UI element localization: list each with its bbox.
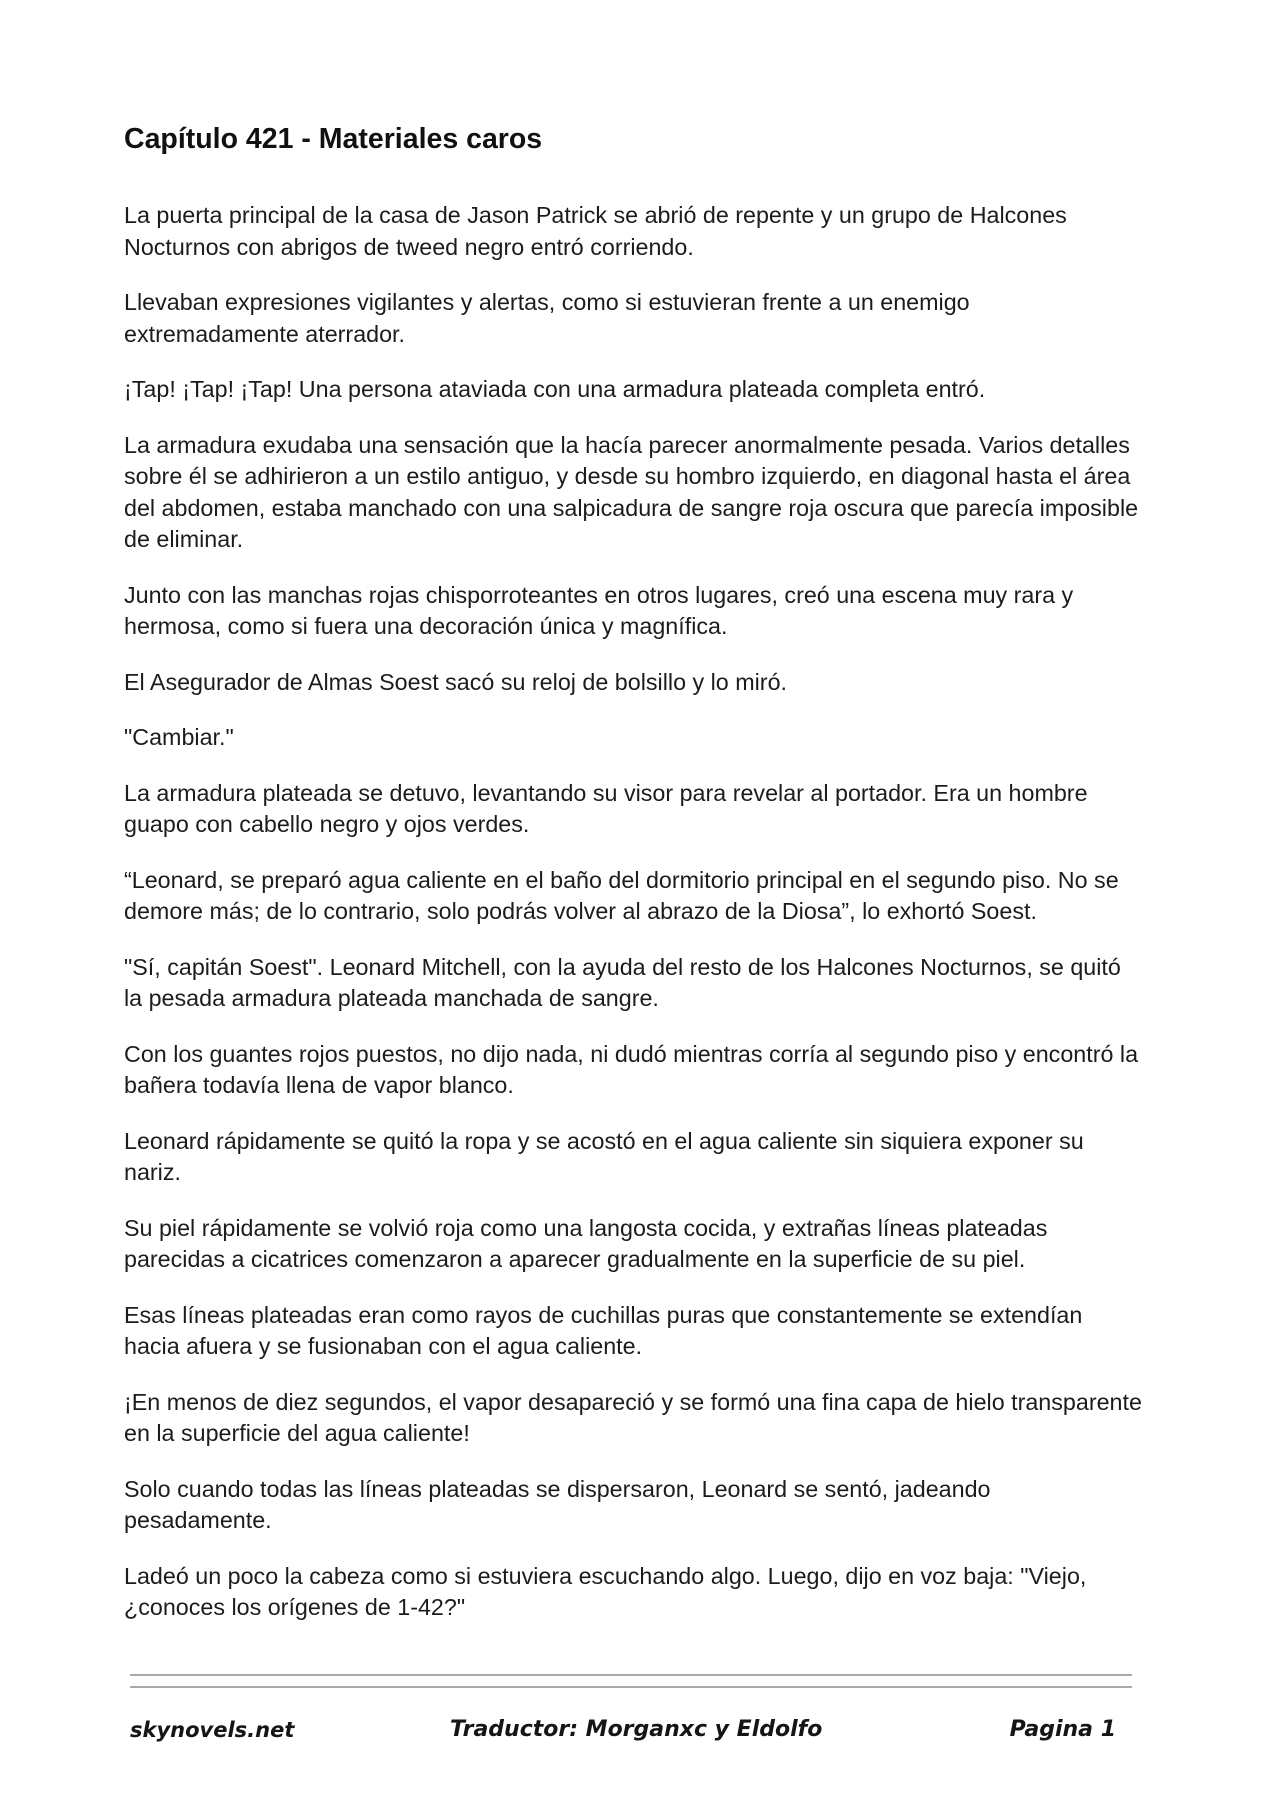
paragraph: Solo cuando todas las líneas plateadas se dispersaron, Leonard se sentó, jadeando pesadamente. <box>124 1475 991 1533</box>
chapter-title: Capítulo 421 - Materiales caros <box>124 123 543 155</box>
paragraph: “Leonard, se preparó agua caliente en el baño del dormitorio principal en el segundo piso. No se demore más; de lo contrario, solo podrás volver al abrazo de la Diosa”, lo exhortó Soest. <box>124 866 1119 924</box>
page-footer <box>130 1713 1132 1747</box>
footer-site: skynovels.net <box>130 1718 295 1742</box>
paragraph: La puerta principal de la casa de Jason Patrick se abrió de repente y un grupo de Halcones Nocturnos con abrigos de tweed negro entró corriendo. <box>124 202 1067 260</box>
paragraph: Ladeó un poco la cabeza como si estuviera escuchando algo. Luego, dijo en voz baja: "Viejo, ¿conoces los orígenes de 1-42?" <box>124 1562 1087 1620</box>
paragraph: Leonard rápidamente se quitó la ropa y se acostó en el agua caliente sin siquiera exponer su nariz. <box>124 1127 1084 1185</box>
footer-page-number: Pagina 1 <box>1009 1717 1116 1742</box>
paragraph: Junto con las manchas rojas chisporroteantes en otros lugares, creó una escena muy rara y hermosa, como si fuera una decoración única y magnífica. <box>124 581 1074 639</box>
paragraph: "Sí, capitán Soest". Leonard Mitchell, con la ayuda del resto de los Halcones Nocturnos, se quitó la pesada armadura plateada manchada de sangre. <box>124 953 1121 1011</box>
paragraph: La armadura exudaba una sensación que la hacía parecer anormalmente pesada. Varios detalles sobre él se adhirieron a un estilo antiguo, y desde su hombro izquierdo, en diagonal hasta el área del abdomen, estaba manchado con una salpicadura de sangre roja oscura que parecía imposible de eliminar. <box>124 431 1139 552</box>
paragraph: "Cambiar." <box>124 724 234 750</box>
footer-divider-bottom <box>130 1686 1132 1688</box>
paragraph: Llevaban expresiones vigilantes y alertas, como si estuvieran frente a un enemigo extremadamente aterrador. <box>124 289 970 347</box>
footer-translator: Traductor: Morganxc y Eldolfo <box>450 1717 823 1742</box>
paragraph: ¡En menos de diez segundos, el vapor desapareció y se formó una fina capa de hielo transparente en la superficie del agua caliente! <box>124 1388 1142 1446</box>
document-body <box>124 118 1144 1648</box>
footer-divider-top <box>130 1674 1132 1676</box>
paragraph: Su piel rápidamente se volvió roja como una langosta cocida, y extrañas líneas plateadas parecidas a cicatrices comenzaron a aparecer gradualmente en la superficie de su piel. <box>124 1214 1048 1272</box>
paragraph: La armadura plateada se detuvo, levantando su visor para revelar al portador. Era un hombre guapo con cabello negro y ojos verdes. <box>124 779 1088 837</box>
paragraph: Esas líneas plateadas eran como rayos de cuchillas puras que constantemente se extendían hacia afuera y se fusionaban con el agua caliente. <box>124 1301 1083 1359</box>
paragraph: Con los guantes rojos puestos, no dijo nada, ni dudó mientras corría al segundo piso y encontró la bañera todavía llena de vapor blanco. <box>124 1040 1139 1098</box>
paragraph: El Asegurador de Almas Soest sacó su reloj de bolsillo y lo miró. <box>124 668 787 695</box>
paragraph: ¡Tap! ¡Tap! ¡Tap! Una persona ataviada con una armadura plateada completa entró. <box>124 376 986 402</box>
